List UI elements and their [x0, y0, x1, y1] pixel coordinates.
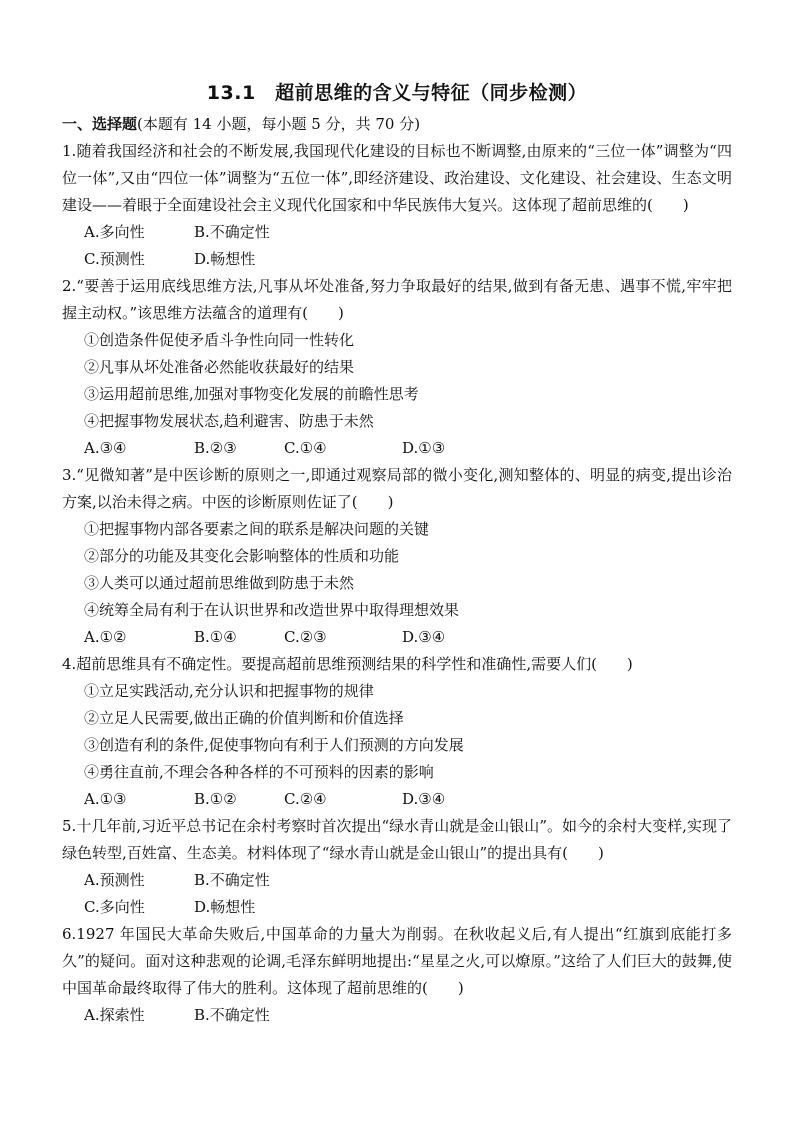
choice-b: B.不确定性 [194, 871, 270, 889]
choice-a: A.③④ [84, 439, 127, 457]
choice-c: C.多向性 [84, 898, 145, 916]
question-3-item-3: ③人类可以通过超前思维做到防患于未然 [84, 574, 355, 592]
question-2-choices [62, 435, 732, 462]
question-1-choices-row-2 [62, 246, 732, 273]
choice-b: B.不确定性 [194, 1006, 270, 1024]
choice-c: C.①④ [284, 439, 327, 457]
choice-a: A.探索性 [84, 1006, 145, 1024]
question-4-item-3: ③创造有利的条件,促使事物向有利于人们预测的方向发展 [84, 736, 464, 754]
choice-a: A.多向性 [84, 223, 145, 241]
choice-d: D.①③ [402, 439, 446, 457]
question-1-stem: 1.随着我国经济和社会的不断发展,我国现代化建设的目标也不断调整,由原来的“三位一体”调整为“四位一体”,又由“四位一体”调整为“五位一体”,即经济建设、政治建设、文化建设、社会建设、生态文明建设——着眼于全面建设社会主义现代化国家和中华民族伟大复兴。这体现了超前思维的( ) [62, 142, 732, 214]
choice-c: C.②③ [284, 628, 327, 646]
choice-d: D.畅想性 [194, 250, 256, 268]
question-4-choices [62, 786, 732, 813]
question-1-choices-row-1 [62, 219, 732, 246]
choice-c: C.预测性 [84, 250, 145, 268]
question-6-choices-row-1 [62, 1002, 732, 1029]
choice-d: D.③④ [402, 628, 446, 646]
question-3-item-4: ④统筹全局有利于在认识世界和改造世界中取得理想效果 [84, 601, 460, 619]
section-note: (本题有 14 小题，每小题 5 分，共 70 分) [137, 115, 421, 133]
choice-b: B.①② [194, 790, 237, 808]
question-4-item-1: ①立足实践活动,充分认识和把握事物的规律 [84, 682, 374, 700]
section-heading [62, 113, 732, 134]
question-3-item-2: ②部分的功能及其变化会影响整体的性质和功能 [84, 547, 400, 565]
choice-d: D.畅想性 [194, 898, 256, 916]
question-3-choices [62, 624, 732, 651]
question-2-item-1: ①创造条件促使矛盾斗争性向同一性转化 [84, 331, 355, 349]
question-5-choices-row-2 [62, 894, 732, 921]
question-5-stem: 5.十几年前,习近平总书记在余村考察时首次提出“绿水青山就是金山银山”。如今的余村大变样,实现了绿色转型,百姓富、生态美。材料体现了“绿水青山就是金山银山”的提出具有( ) [62, 817, 732, 862]
question-2-item-4: ④把握事物发展状态,趋利避害、防患于未然 [84, 412, 374, 430]
question-4-item-2: ②立足人民需要,做出正确的价值判断和价值选择 [84, 709, 404, 727]
question-2-stem: 2.“要善于运用底线思维方法,凡事从坏处准备,努力争取最好的结果,做到有备无患、遇事不慌,牢牢把握主动权。”该思维方法蕴含的道理有( ) [62, 277, 732, 322]
choice-a: A.①③ [84, 790, 127, 808]
page-title: 13.1 超前思维的含义与特征（同步检测） [206, 82, 588, 104]
question-3-stem: 3.“见微知著”是中医诊断的原则之一,即通过观察局部的微小变化,测知整体的、明显的病变,提出诊治方案,以治未得之病。中医的诊断原则佐证了( ) [62, 466, 732, 511]
choice-b: B.不确定性 [194, 223, 270, 241]
question-5-choices-row-1 [62, 867, 732, 894]
question-6-stem: 6.1927 年国民大革命失败后,中国革命的力量大为削弱。在秋收起义后,有人提出“红旗到底能打多久”的疑问。面对这种悲观的论调,毛泽东鲜明地提出:“星星之火,可以燎原。”这给了人们巨大的鼓舞,使中国革命最终取得了伟大的胜利。这体现了超前思维的( ) [62, 925, 732, 997]
choice-a: A.预测性 [84, 871, 145, 889]
question-4-stem: 4.超前思维具有不确定性。要提高超前思维预测结果的科学性和准确性,需要人们( ) [62, 655, 633, 673]
choice-a: A.①② [84, 628, 127, 646]
choice-b: B.②③ [194, 439, 237, 457]
choice-d: D.③④ [402, 790, 446, 808]
question-2-item-2: ②凡事从坏处准备必然能收获最好的结果 [84, 358, 355, 376]
question-3-item-1: ①把握事物内部各要素之间的联系是解决问题的关键 [84, 520, 430, 538]
question-2-item-3: ③运用超前思维,加强对事物变化发展的前瞻性思考 [84, 385, 419, 403]
question-4-item-4: ④勇往直前,不理会各种各样的不可预料的因素的影响 [84, 763, 434, 781]
section-title: 一、选择题 [62, 115, 138, 133]
choice-b: B.①④ [194, 628, 237, 646]
document-page [62, 78, 732, 1029]
choice-c: C.②④ [284, 790, 327, 808]
